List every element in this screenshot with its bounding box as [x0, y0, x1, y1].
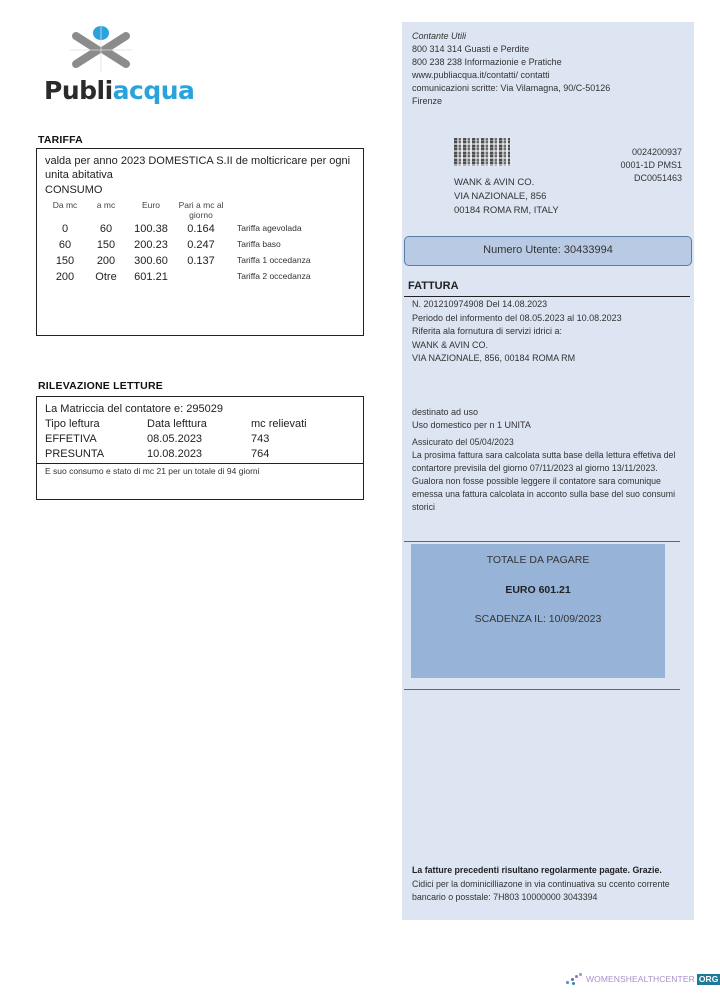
recipient-city: 00184 ROMA RM, ITALY	[454, 205, 559, 216]
contacts-block	[412, 30, 610, 108]
publiacqua-logo	[40, 24, 195, 105]
table-row	[45, 447, 355, 462]
logo-text-publi: Publi	[44, 76, 113, 105]
cell-a: Otre	[95, 271, 117, 283]
code-line: 0024200937	[631, 147, 682, 157]
cell-tariffa: Tariffa 2 occedanza	[237, 271, 311, 281]
contact-line: 800 314 314 Guasti e Perdite	[412, 44, 530, 54]
dots-logo-icon	[566, 973, 584, 985]
divider	[404, 541, 680, 542]
datamatrix-code-icon	[454, 138, 510, 166]
footer-note	[412, 864, 692, 905]
col-pari: Pari a mc al giorno	[178, 200, 224, 220]
fattura-client: WANK & AVIN CO.	[412, 339, 489, 350]
tariffa-title: TARIFFA	[38, 134, 83, 146]
recipient-address	[454, 176, 559, 218]
col-da-mc: Da mc	[52, 200, 78, 210]
cell-tariffa: Tariffa baso	[237, 239, 281, 249]
tariffa-table-header	[45, 200, 355, 220]
uso-label: destinato ad uso	[412, 407, 479, 417]
cell-pari: 0.164	[187, 223, 215, 235]
tariffa-box	[36, 148, 364, 336]
cell-pari: 0.247	[187, 239, 215, 251]
col-mc: mc relievati	[251, 418, 307, 430]
divider	[404, 296, 690, 297]
payment-status: La fatture precedenti risultano regolarmente pagate. Grazie.	[412, 865, 662, 875]
cell-tariffa: Tariffa 1 occedanza	[237, 255, 311, 265]
cell-pari: 0.137	[187, 255, 215, 267]
fattura-address: VIA NAZIONALE, 856, 00184 ROMA RM	[412, 353, 576, 363]
recipient-street: VIA NAZIONALE, 856	[454, 191, 547, 202]
recipient-name: WANK & AVIN CO.	[454, 177, 535, 188]
contact-line: Firenze	[412, 96, 443, 106]
fattura-details	[412, 298, 622, 366]
assicurato-block	[412, 436, 688, 514]
contact-line: comunicazioni scritte: Via Vilamagna, 90/C-50126	[412, 83, 611, 93]
table-row	[45, 271, 355, 284]
prossima-fattura-note: La prosima fattura sara calcolata sutta base della lettura effetiva del contartore previsila del giorno 07/11/2023 al giorno 13/11/2023. Gualora non fosse possible leggere il contatore sara comunique emessa una fattura calcolata in acconto sulla base del suo consumi storici	[412, 450, 676, 512]
rilevazione-title: RILEVAZIONE LETTURE	[38, 380, 163, 392]
cell-euro: 100.38	[134, 223, 168, 235]
cell-euro: 200.23	[134, 239, 168, 251]
cell-euro: 300.60	[134, 255, 168, 267]
reference-codes	[620, 146, 682, 185]
cell-a: 60	[99, 223, 113, 235]
uso-block	[412, 406, 531, 432]
bank-codes: Cidici per la dominicilliazone in via continuativa su ccento corrente bancario o posstale: 7H803 10000000 3043394	[412, 878, 670, 902]
cell-euro: 601.21	[134, 271, 168, 283]
contact-link[interactable]: www.publiacqua.it/contatti/ contatti	[412, 70, 550, 80]
table-row	[45, 432, 355, 447]
watermark-text: WOMENSHEALTHCENTER	[586, 974, 695, 984]
cell-tariffa: Tariffa agevolada	[237, 223, 302, 233]
totale-label: TOTALE DA PAGARE	[486, 554, 590, 566]
cell-pari	[175, 271, 227, 284]
fattura-period: Periodo del informento del 08.05.2023 al 10.08.2023	[412, 312, 622, 323]
col-tipo: Tipo leftura	[45, 418, 100, 430]
logo-text-acqua: acqua	[112, 76, 195, 105]
table-row	[45, 239, 355, 252]
cell-a: 200	[96, 255, 116, 267]
rilevazione-box	[36, 396, 364, 500]
logo-mark-icon	[70, 24, 132, 72]
rilevazione-header	[45, 417, 355, 432]
col-data: Data lefttura	[147, 418, 207, 430]
watermark-badge: ORG	[698, 973, 719, 984]
cell-a: 150	[96, 239, 116, 251]
consumo-label: CONSUMO	[45, 184, 103, 196]
right-panel	[402, 22, 694, 920]
divider	[404, 689, 680, 690]
col-euro: Euro	[142, 200, 160, 210]
cell-mc: 764	[251, 448, 270, 460]
totale-amount: EURO 601.21	[505, 584, 571, 596]
cell-tipo: PRESUNTA	[45, 448, 105, 460]
consumo-note: E suo consumo e stato di mc 21 per un totale di 94 giorni	[45, 466, 260, 476]
assicurato-date: Assicurato del 05/04/2023	[412, 437, 514, 447]
tariffa-description: valda per anno 2023 DOMESTICA S.II de molticricare per ogni unita abitativa	[45, 155, 351, 181]
cell-da: 150	[55, 255, 75, 267]
uso-value: Uso domestico per n 1 UNITA	[412, 420, 531, 430]
cell-mc: 743	[251, 433, 270, 445]
table-row	[45, 223, 355, 236]
col-a-mc: a mc	[96, 200, 116, 210]
fattura-riferita: Riferita ala fornutura di servizi idrici a:	[412, 326, 563, 336]
cell-data: 08.05.2023	[147, 433, 203, 445]
logo-wordmark	[44, 76, 194, 105]
matricola-line: La Matriccia del contatore e: 295029	[45, 403, 223, 415]
cell-da: 200	[55, 271, 75, 283]
table-row	[45, 255, 355, 268]
fattura-title: FATTURA	[408, 280, 459, 292]
code-line: 0001-1D PMS1	[620, 160, 682, 170]
totale-box	[411, 544, 665, 678]
numero-utente-box: Numero Utente: 30433994	[404, 236, 692, 266]
cell-da: 0	[61, 223, 69, 235]
code-line: DC0051463	[633, 173, 682, 183]
scadenza-date: SCADENZA IL: 10/09/2023	[474, 613, 602, 625]
contacts-title: Contante Utili	[412, 31, 467, 41]
fattura-number: N. 201210974908 Del 14.08.2023	[412, 299, 548, 309]
watermark	[566, 973, 720, 985]
contact-line: 800 238 238 Informazionie e Pratiche	[412, 57, 562, 67]
cell-data: 10.08.2023	[147, 448, 203, 460]
cell-tipo: EFFETIVA	[45, 433, 97, 445]
cell-da: 60	[58, 239, 72, 251]
